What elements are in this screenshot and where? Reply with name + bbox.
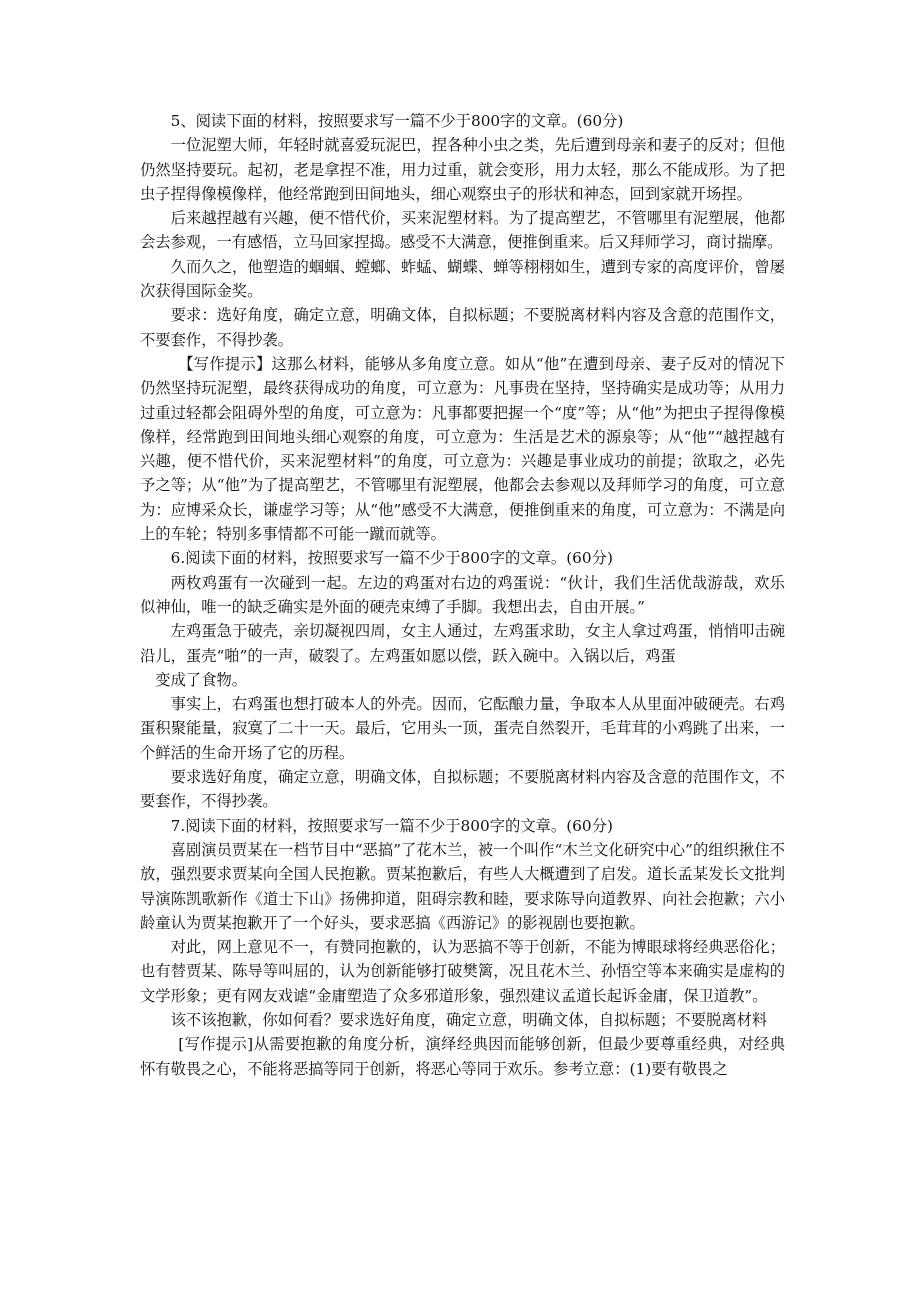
question-5-material-p3: 久而久之，他塑造的蝈蝈、螳螂、蚱蜢、蝴蝶、蝉等栩栩如生，遭到专家的高度评价，曾屡次获得国际金奖。: [140, 257, 785, 301]
question-5-material-p2: 后来越捏越有兴趣，便不惜代价，买来泥塑材料。为了提高塑艺，不管哪里有泥塑展，他都会去参观，一有感悟，立马回家捏捣。感受不大满意，便推倒重来。后又拜师学习，商讨揣摩。: [140, 209, 785, 252]
question-5-title: 5、阅读下面的材料，按照要求写一篇不少于800字的文章。(60分): [170, 112, 624, 130]
question-5-material-p1: 一位泥塑大师，年轻时就喜爱玩泥巴，捏各种小虫之类，先后遭到母亲和妻子的反对；但他仍然坚持要玩。起初，老是拿捏不准，用力过重，就会变形，用力太轻，那么不能成形。为了把虫子捏得像模像样，他经常跑到田间地头，细心观察虫子的形状和神态，回到家就开场捏。: [140, 136, 785, 203]
question-6-material-p2: 左鸡蛋急于破壳，亲切凝视四周，女主人通过，左鸡蛋求助，女主人拿过鸡蛋，悄悄叩击碗沿儿，蛋壳“啪”的一声，破裂了。左鸡蛋如愿以偿，跃入碗中。入锅以后，鸡蛋: [140, 622, 785, 665]
question-7-material-p1: 喜剧演员贾某在一档节目中“恶搞”了花木兰，被一个叫作“木兰文化研究中心”的组织揪住不放，强烈要求贾某向全国人民抱歉。贾某抱歉后，有些人大概遭到了启发。道长孟某发长文批判导演陈凯歌新作《道士下山》扬佛抑道，阻碍宗教和睦，要求陈导向道教界、向社会抱歉；六小龄童认为贾某抱歉开了一个好头，要求恶搞《西游记》的影视剧也要抱歉。: [140, 840, 785, 932]
question-6-title: 6.阅读下面的材料，按照要求写一篇不少于800字的文章。(60分): [170, 549, 613, 568]
question-5-writing-tip: 【写作提示】这那么材料，能够从多角度立意。如从“他”在遭到母亲、妻子反对的情况下仍然坚持玩泥塑，最终获得成功的角度，可立意为：凡事贵在坚持，坚持确实是成功等；从用力过重过轻都会阻碍外型的角度，可立意为：凡事都要把握一个“度”等；从“他”为把虫子捏得像模像样，经常跑到田间地头细心观察的角度，可立意为：生活是艺术的源泉等；从“他”“越捏越有兴趣，便不惜代价，买来泥塑材料”的角度，可立意为：兴趣是事业成功的前提；欲取之，必先予之等；从“他”为了提高塑艺，不管哪里有泥塑展，他都会去参观以及拜师学习的角度，可立意为：应博采众长，谦虚学习等；从“他”感受不大满意，便推倒重来的角度，可立意为：不满是向上的车轮；特别多事情都不可能一蹴而就等。: [140, 354, 785, 544]
question-6-requirement: 要求选好角度，确定立意，明确文体，自拟标题；不要脱离材料内容及含意的范围作文，不要套作，不得抄袭。: [140, 768, 785, 811]
question-6-material-p2-cont: 变成了食物。: [155, 670, 248, 689]
document-page: [140, 109, 785, 1081]
question-7-title: 7.阅读下面的材料，按照要求写一篇不少于800字的文章。(60分): [170, 816, 613, 835]
question-7-writing-tip: [写作提示]从需要抱歉的角度分析，演绎经典因而能够创新，但最少要尊重经典，对经典怀有敬畏之心，不能将恶搞等同于创新，将恶心等同于欢乐。参考立意：(1)要有敬畏之: [140, 1035, 785, 1078]
question-7-material-p2: 对此，网上意见不一，有赞同抱歉的，认为恶搞不等于创新，不能为博眼球将经典恶俗化；也有替贾某、陈导等叫屈的，认为创新能够打破樊篱，况且花木兰、孙悟空等本来确实是虚构的文学形象；更有网友戏谑“金庸塑造了众多邪道形象，强烈建议孟道长起诉金庸，保卫道教”。: [140, 938, 785, 1005]
question-7-requirement: 该不该抱歉，你如何看？要求选好角度，确定立意，明确文体，自拟标题；不要脱离材料: [170, 1010, 768, 1029]
question-5-requirement: 要求：选好角度，确定立意，明确文体，自拟标题；不要脱离材料内容及含意的范围作文，不要套作，不得抄袭。: [140, 306, 785, 349]
question-6-material-p3: 事实上，右鸡蛋也想打破本人的外壳。因而，它酝酿力量，争取本人从里面冲破硬壳。右鸡蛋积聚能量，寂寞了二十一天。最后，它用头一顶，蛋壳自然裂开，毛茸茸的小鸡跳了出来，一个鲜活的生命开场了它的历程。: [140, 695, 785, 762]
question-6-material-p1: 两枚鸡蛋有一次碰到一起。左边的鸡蛋对右边的鸡蛋说：“伙计，我们生活优哉游哉，欢乐似神仙，唯一的缺乏确实是外面的硬壳束缚了手脚。我想出去，自由开展。”: [140, 573, 785, 616]
